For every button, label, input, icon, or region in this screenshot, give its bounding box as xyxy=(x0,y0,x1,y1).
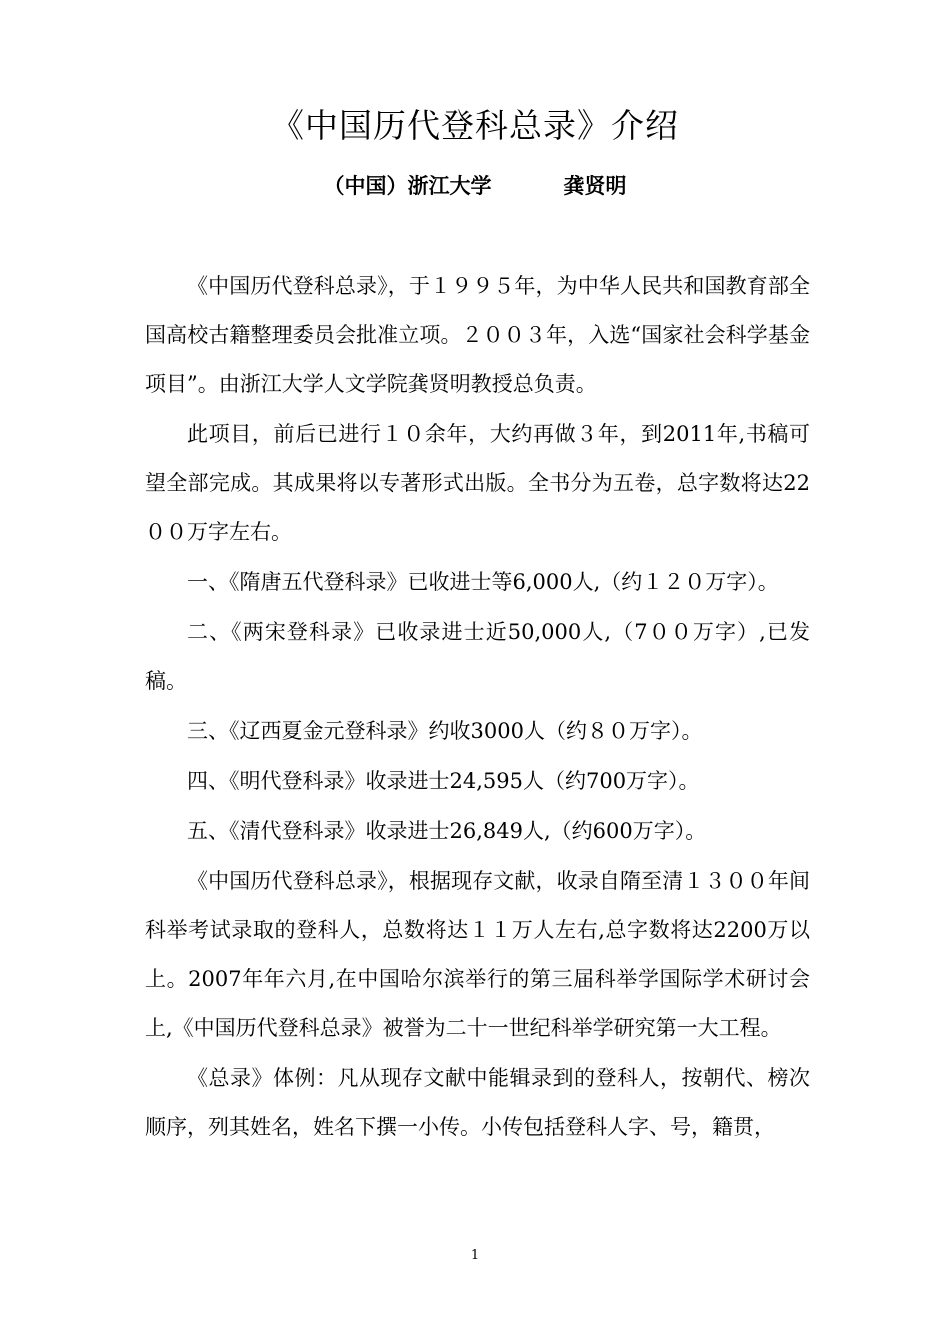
list-item-volume-5: 五、《清代登科录》收录进士26,849人,（约600万字）。 xyxy=(187,819,707,843)
list-item-volume-1: 一、《隋唐五代登科录》已收进士等6,000人,（约１２０万字）。 xyxy=(187,570,779,594)
author-affiliation: （中国）浙江大学 xyxy=(323,174,492,198)
page-number: 1 xyxy=(470,1248,480,1263)
document-title: 《中国历代登科总录》介绍 xyxy=(271,106,679,145)
paragraph-format: 《总录》体例：凡从现存文献中能辑录到的登科人，按朝代、榜次顺序，列其姓名，姓名下撰一小传。小传包括登科人字、号，籍贯， xyxy=(145,1066,810,1139)
list-item-volume-2: 二、《两宋登科录》已收录进士近50,000人,（7００万字）,已发稿。 xyxy=(145,620,810,693)
author-name: 龚贤明 xyxy=(563,174,627,198)
paragraph-intro: 《中国历代登科总录》，于１９９５年，为中华人民共和国教育部全国高校古籍整理委员会批准立项。２００３年，入选“国家社会科学基金项目”。由浙江大学人文学院龚贤明教授总负责。 xyxy=(145,274,810,396)
byline xyxy=(0,168,950,204)
paragraph-schedule: 此项目，前后已进行１０余年，大约再做３年，到2011年,书稿可望全部完成。其成果将以专著形式出版。全书分为五卷，总字数将达22００万字左右。 xyxy=(145,422,810,544)
list-item-volume-4: 四、《明代登科录》收录进士24,595人（约700万字）。 xyxy=(187,769,700,793)
list-item-volume-3: 三、《辽西夏金元登科录》约收3000人（约８０万字）。 xyxy=(187,719,703,743)
document-body xyxy=(145,262,810,1153)
paragraph-overview: 《中国历代登科总录》，根据现存文献，收录自隋至清１３００年间科举考试录取的登科人，总数将达１１万人左右,总字数将达2200万以上。2007年年六月,在中国哈尔滨举行的第三届科举学国际学术研讨会上,《中国历代登科总录》被誉为二十一世纪科举学研究第一大工程。 xyxy=(145,869,810,1040)
